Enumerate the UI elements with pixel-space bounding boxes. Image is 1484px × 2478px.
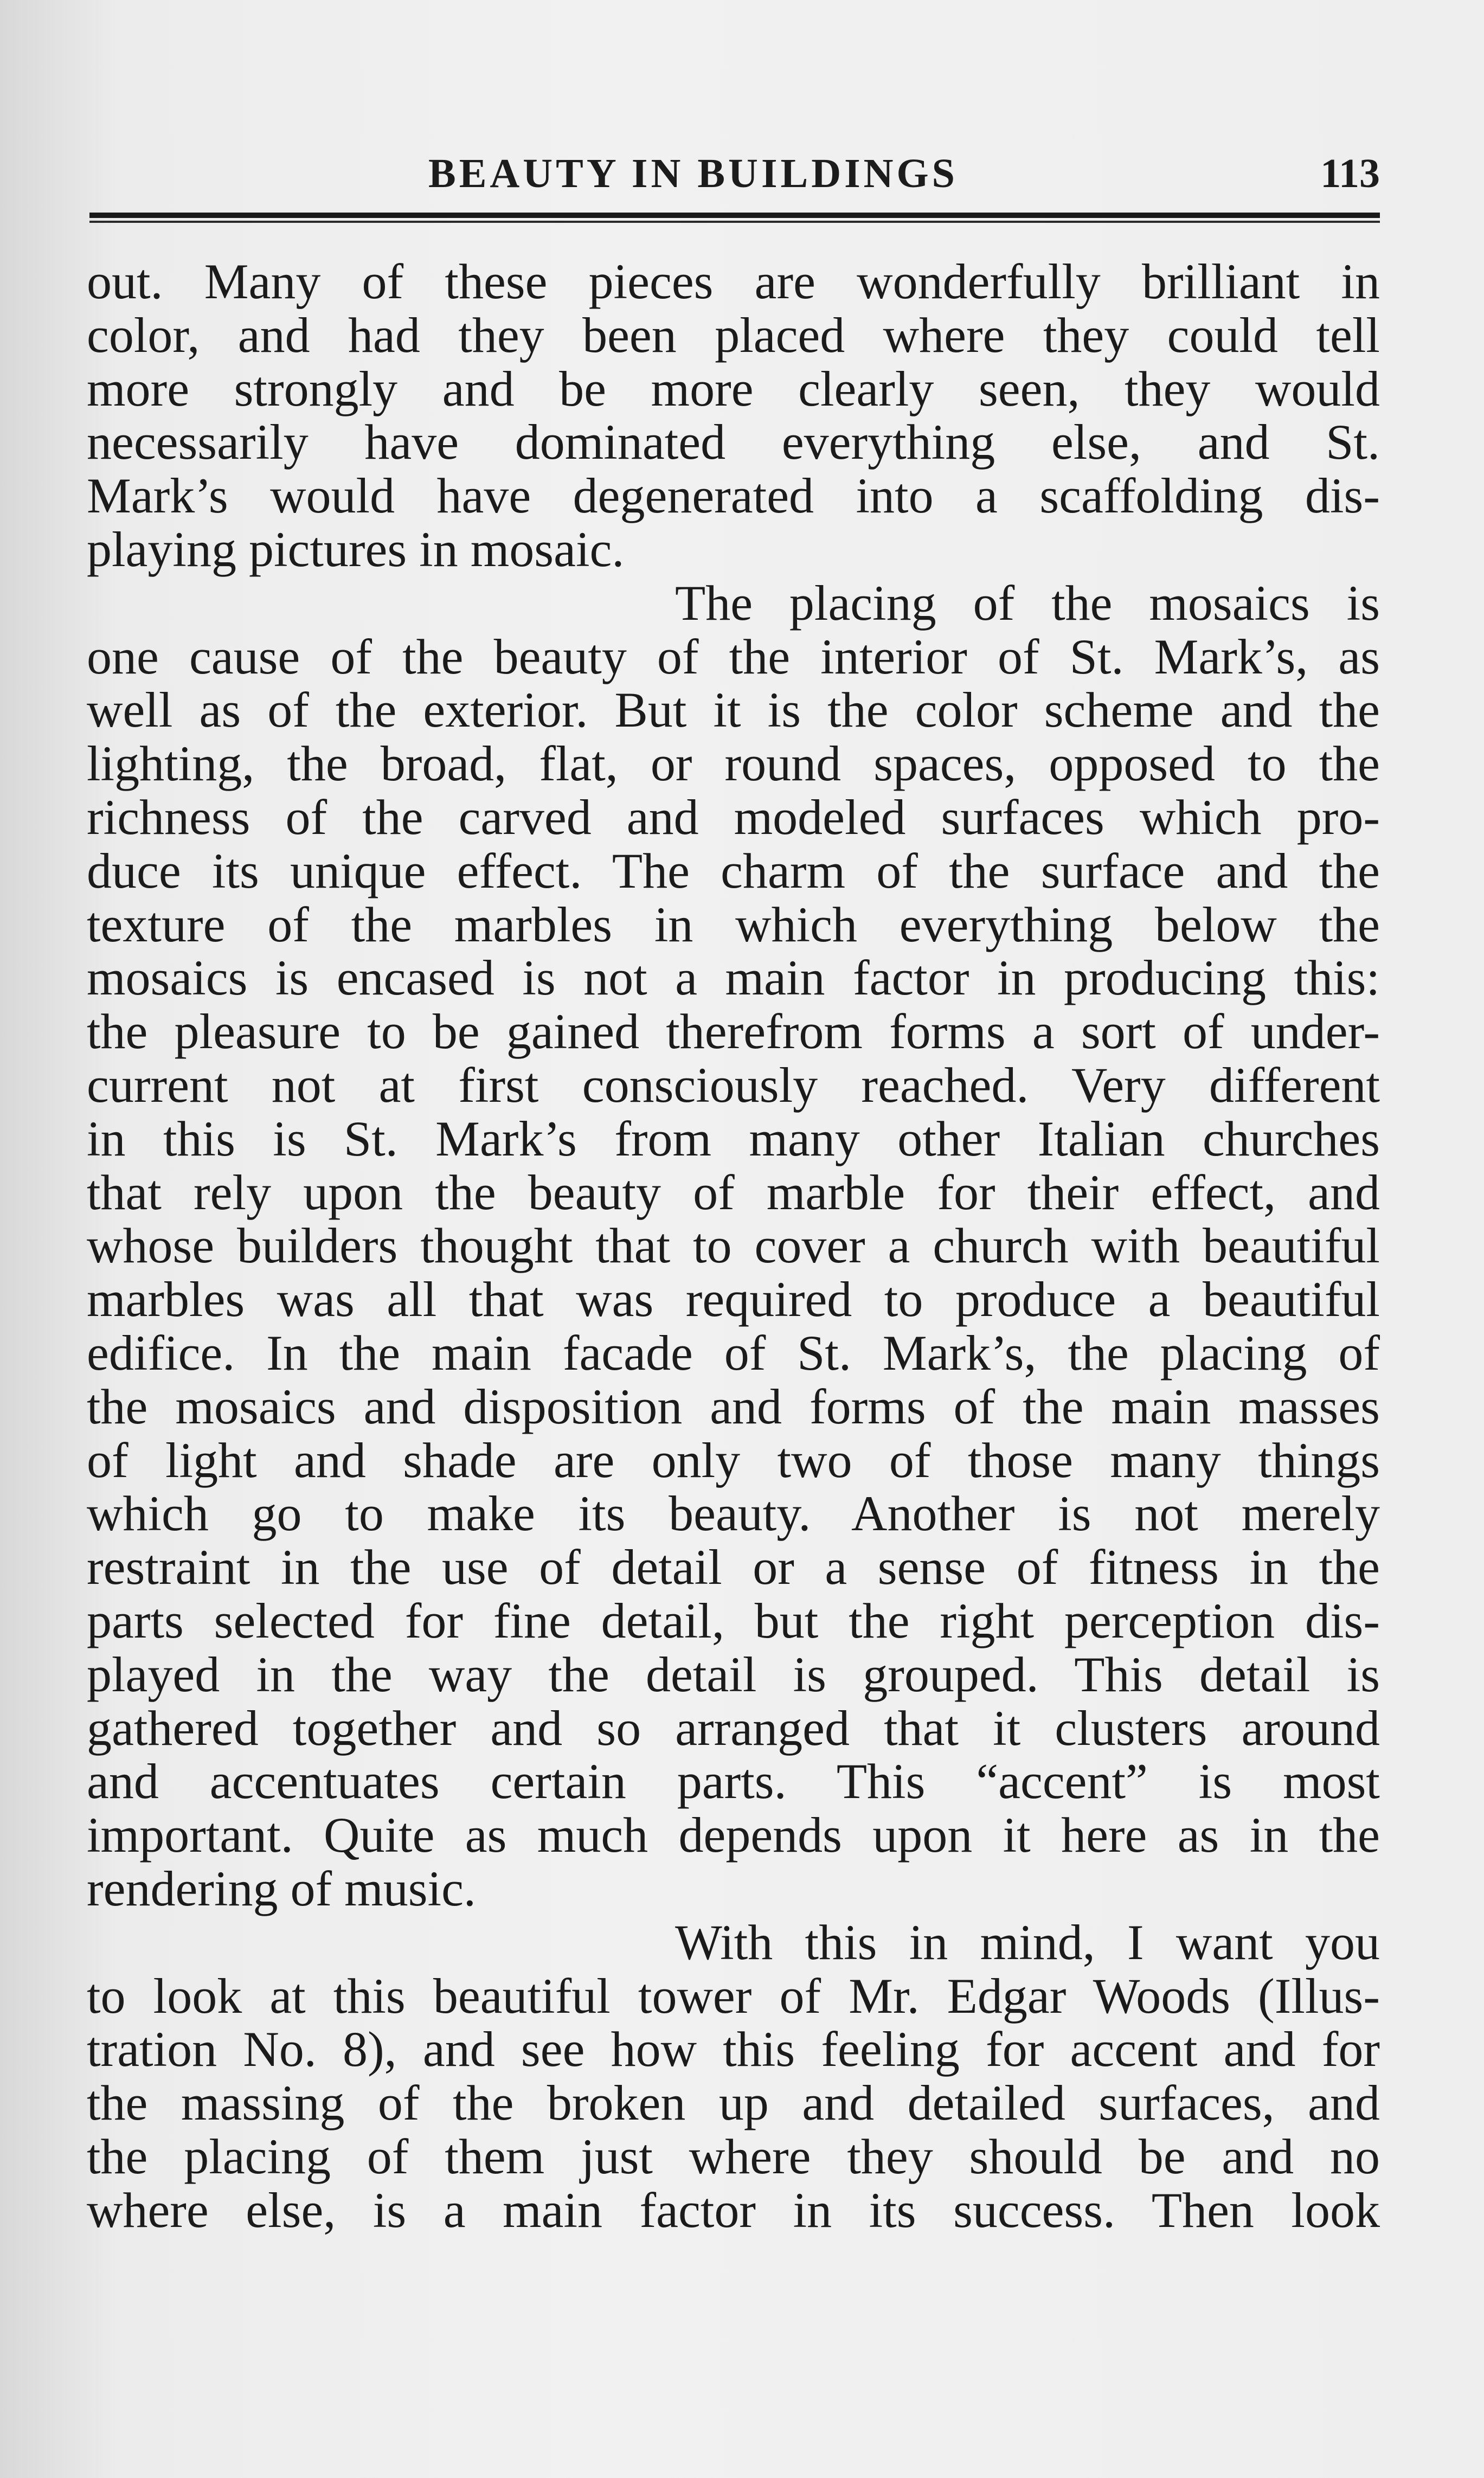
text-line: well as of the exterior. But it is the color scheme and the	[87, 682, 1380, 738]
header-rule	[89, 213, 1380, 223]
text-line: tration No. 8), and see how this feeling for accent and for	[87, 2021, 1380, 2077]
text-line: duce its unique effect. The charm of the surface and the	[87, 843, 1380, 898]
text-line: necessarily have dominated everything else, and St.	[87, 414, 1380, 470]
text-line: rendering of music.	[87, 1860, 476, 1916]
text-line: which go to make its beauty. Another is not merely	[87, 1486, 1380, 1542]
page-number: 113	[1320, 151, 1380, 196]
text-line: gathered together and so arranged that it clusters around	[87, 1700, 1380, 1756]
running-head: BEAUTY IN BUILDINGS	[428, 151, 958, 196]
text-line: one cause of the beauty of the interior of St. Mark’s, as	[87, 628, 1380, 684]
header-rule-thick	[89, 213, 1380, 218]
text-line: richness of the carved and modeled surfaces which pro-	[87, 789, 1380, 845]
text-line: more strongly and be more clearly seen, they would	[87, 361, 1380, 416]
text-line: of light and shade are only two of those many things	[87, 1432, 1380, 1488]
text-line: played in the way the detail is grouped. This detail is	[87, 1646, 1380, 1702]
text-line: texture of the marbles in which everything below the	[87, 896, 1380, 952]
text-line: whose builders thought that to cover a church with beautiful	[87, 1218, 1380, 1274]
text-line: edifice. In the main facade of St. Mark’s, the placing of	[87, 1325, 1380, 1381]
text-line: the massing of the broken up and detailed surfaces, and	[87, 2075, 1380, 2131]
text-line: mosaics is encased is not a main factor in producing this:	[87, 950, 1380, 1006]
page-header	[89, 149, 1380, 198]
header-rule-thin	[89, 221, 1380, 223]
text-line: restraint in the use of detail or a sense of fitness in the	[87, 1539, 1380, 1595]
text-line: where else, is a main factor in its success. Then look	[87, 2182, 1380, 2238]
text-line: lighting, the broad, flat, or round spaces, opposed to the	[87, 736, 1380, 792]
text-line: out. Many of these pieces are wonderfully brilliant in	[87, 254, 1380, 309]
text-line: to look at this beautiful tower of Mr. Edgar Woods (Illus-	[87, 1968, 1380, 2024]
body-text	[87, 255, 1380, 2237]
text-line: marbles was all that was required to produce a beautiful	[87, 1272, 1380, 1327]
text-line: and accentuates certain parts. This “accent” is most	[87, 1754, 1380, 1809]
text-line: color, and had they been placed where they could tell	[87, 307, 1380, 363]
text-line: parts selected for fine detail, but the right perception dis-	[87, 1593, 1380, 1648]
text-line: that rely upon the beauty of marble for their effect, and	[87, 1164, 1380, 1220]
paragraph-start-line: With this in mind, I want you	[675, 1914, 1380, 1970]
text-line: the placing of them just where they should be and no	[87, 2128, 1380, 2184]
text-line: the mosaics and disposition and forms of the main masses	[87, 1378, 1380, 1434]
paragraph-start-line: The placing of the mosaics is	[675, 575, 1380, 631]
text-line: the pleasure to be gained therefrom forms a sort of under-	[87, 1004, 1380, 1060]
text-line: important. Quite as much depends upon it here as in the	[87, 1807, 1380, 1863]
text-line: in this is St. Mark’s from many other Italian churches	[87, 1110, 1380, 1166]
text-line: current not at first consciously reached. Very different	[87, 1057, 1380, 1113]
text-line: playing pictures in mosaic.	[87, 521, 625, 577]
text-line: Mark’s would have degenerated into a scaffolding dis-	[87, 468, 1380, 524]
